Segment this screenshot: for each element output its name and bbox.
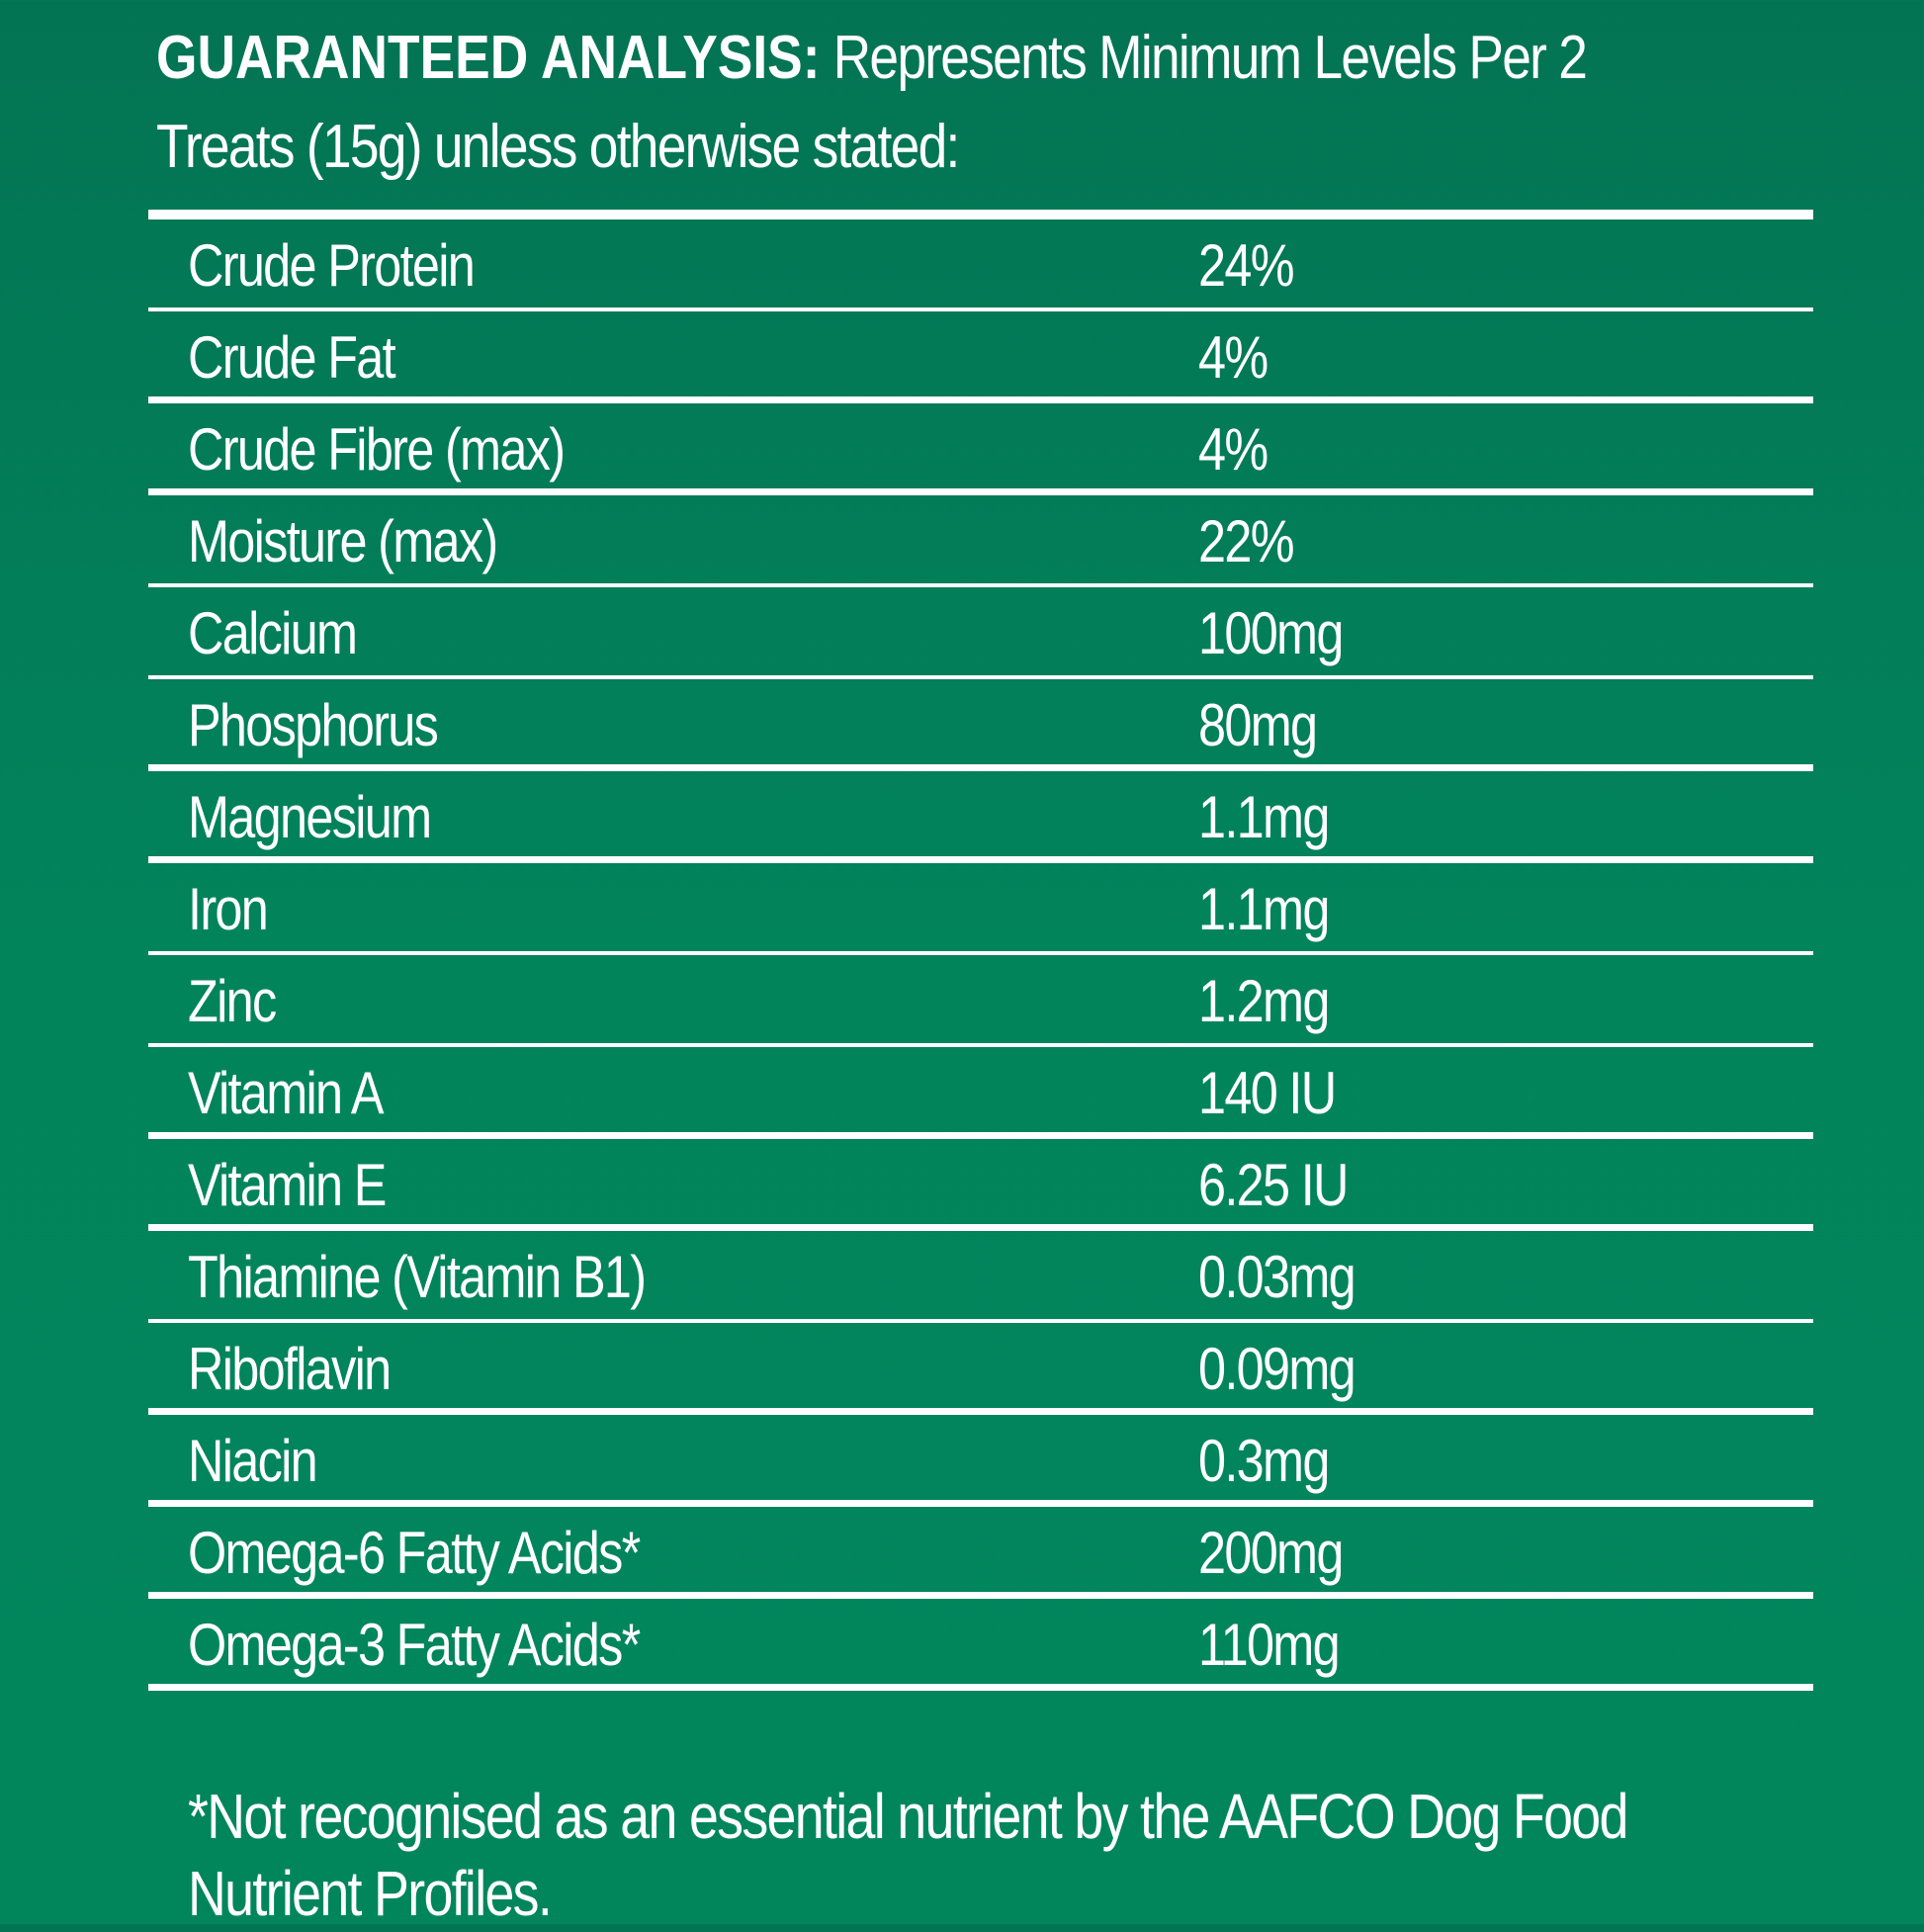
analysis-header (156, 14, 1827, 192)
nutrient-name: Riboflavin (188, 1336, 391, 1402)
nutrient-value: 0.09mg (1198, 1336, 1356, 1402)
footnote (188, 1778, 1627, 1932)
table-row (148, 1415, 1813, 1507)
nutrient-name: Zinc (188, 968, 276, 1034)
nutrient-name: Omega-3 Fatty Acids* (188, 1612, 640, 1678)
nutrient-name: Niacin (188, 1428, 316, 1494)
nutrient-name: Crude Fat (188, 324, 394, 391)
footnote-line-1: *Not recognised as an essential nutrient by the AAFCO Dog Food (188, 1781, 1627, 1852)
table-row (148, 403, 1813, 495)
nutrient-name: Vitamin E (188, 1152, 386, 1218)
table-row (148, 679, 1813, 771)
table-top-rule (148, 210, 1813, 220)
nutrient-name: Magnesium (188, 784, 431, 850)
table-row (148, 1139, 1813, 1231)
table-row (148, 1231, 1813, 1323)
nutrient-name: Crude Protein (188, 232, 475, 299)
nutrient-value: 0.3mg (1198, 1428, 1329, 1494)
nutrient-value: 80mg (1198, 692, 1317, 758)
nutrient-name: Phosphorus (188, 692, 438, 758)
nutrient-value: 24% (1198, 232, 1293, 299)
table-row (148, 1323, 1813, 1415)
nutrient-value: 1.2mg (1198, 968, 1329, 1034)
header-line-2: Treats (15g) unless otherwise stated: (156, 113, 959, 181)
analysis-table (148, 210, 1813, 1691)
nutrient-value: 6.25 IU (1198, 1152, 1348, 1218)
nutrient-name: Moisture (max) (188, 508, 497, 574)
table-row (148, 771, 1813, 863)
table-row (148, 587, 1813, 679)
nutrient-value: 140 IU (1198, 1060, 1336, 1126)
nutrient-name: Omega-6 Fatty Acids* (188, 1520, 640, 1586)
table-row (148, 1599, 1813, 1691)
nutrient-name: Vitamin A (188, 1060, 383, 1126)
nutrient-value: 0.03mg (1198, 1244, 1356, 1310)
table-row (148, 495, 1813, 587)
header-title: GUARANTEED ANALYSIS: (156, 24, 821, 92)
table-row (148, 863, 1813, 955)
footnote-line-2: Nutrient Profiles. (188, 1858, 552, 1929)
nutrient-name: Crude Fibre (max) (188, 416, 565, 483)
table-row (148, 1047, 1813, 1139)
nutrient-value: 1.1mg (1198, 876, 1329, 942)
table-row (148, 311, 1813, 403)
nutrient-name: Thiamine (Vitamin B1) (188, 1244, 646, 1310)
nutrient-value: 200mg (1198, 1520, 1343, 1586)
nutrient-name: Calcium (188, 600, 357, 666)
nutrient-value: 4% (1198, 324, 1268, 391)
nutrient-value: 22% (1198, 508, 1293, 574)
nutrient-name: Iron (188, 876, 268, 942)
table-row (148, 1507, 1813, 1599)
header-subtitle: Represents Minimum Levels Per 2 (820, 24, 1587, 92)
nutrient-value: 100mg (1198, 600, 1343, 666)
nutrient-value: 4% (1198, 416, 1268, 483)
header-line-1 (156, 14, 1827, 103)
nutrient-value: 1.1mg (1198, 784, 1329, 850)
table-row (148, 955, 1813, 1047)
nutrient-value: 110mg (1198, 1612, 1339, 1678)
table-row (148, 220, 1813, 311)
